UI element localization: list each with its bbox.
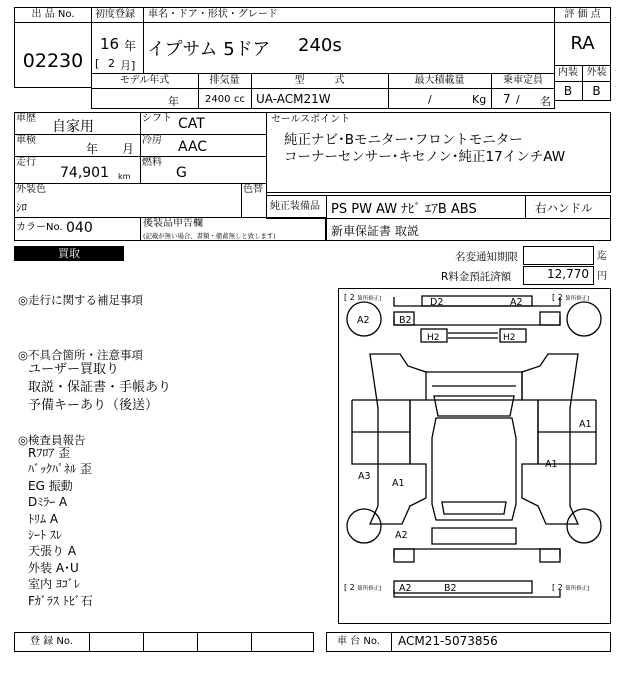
capacity-value: 7 bbox=[503, 92, 511, 106]
car-name: イプサム 5ドア bbox=[147, 39, 271, 60]
car-name-label: 車名・ドア・形状・グレード bbox=[148, 9, 278, 20]
mark-left-side-a3: A3 bbox=[358, 471, 371, 482]
notice-label: 名変通知期限 bbox=[455, 251, 518, 263]
chassis-number: ACM21-5073856 bbox=[398, 634, 498, 648]
inspector-item: 室内 ﾖｺﾞﾚ bbox=[28, 577, 80, 592]
color-no-label: カラーNo. bbox=[16, 222, 63, 233]
lot-label: 出 品 No. bbox=[31, 9, 75, 20]
fuel-value: G bbox=[176, 165, 187, 181]
score-value: RA bbox=[570, 33, 595, 54]
inspector-item: 天張り A bbox=[28, 544, 77, 559]
chassis-label: 車 台 No. bbox=[337, 636, 380, 647]
interior-score: B bbox=[563, 84, 573, 98]
mark-left-door-a1: A1 bbox=[392, 478, 405, 489]
tag-top-right: [ 2 箇所修正] bbox=[552, 293, 590, 302]
first-reg-month-close: 月] bbox=[120, 59, 136, 72]
first-reg-month: 2 bbox=[108, 57, 115, 70]
shift-value: CAT bbox=[178, 116, 205, 132]
defect-item: 取説・保証書・手帳あり bbox=[28, 380, 172, 395]
inspector-item: 外装 A･U bbox=[28, 560, 79, 575]
recycle-amount: 12,770 bbox=[547, 267, 589, 281]
tag-top-left: [ 2 箇所修正] bbox=[344, 293, 382, 302]
score-label: 評 価 点 bbox=[564, 9, 601, 20]
color-change-label: 色替 bbox=[243, 184, 263, 195]
tag-bottom-right: [ 2 箇所修正] bbox=[552, 583, 590, 592]
front-bumper bbox=[394, 296, 560, 306]
shift-label: シフト bbox=[142, 113, 172, 124]
inspection-month: 月 bbox=[122, 142, 135, 156]
mark-light-right: H2 bbox=[503, 333, 516, 343]
mark-rear-bumper-a2: A2 bbox=[399, 583, 412, 594]
load-unit: Kg bbox=[472, 93, 487, 106]
displacement-value: 2400 bbox=[205, 94, 231, 105]
defect-item: ユーザー買取り bbox=[28, 362, 120, 377]
model-year-unit: 年 bbox=[168, 95, 179, 108]
mark-light-left: H2 bbox=[427, 333, 440, 343]
mark-right-side-a1: A1 bbox=[579, 419, 592, 430]
registration-label: 登 録 No. bbox=[30, 636, 73, 647]
recycle-label: R料金預託済額 bbox=[441, 271, 512, 283]
inspector-item: ﾄﾘﾑ A bbox=[28, 511, 59, 526]
inspector-item: Rﾌﾛｱ 歪 bbox=[28, 446, 71, 460]
sales-point-line-2: コーナーセンサー･キセノン･純正17インチAW bbox=[284, 149, 566, 165]
ext-color-label: 外装色 bbox=[16, 184, 46, 195]
capacity-label: 乗車定員 bbox=[503, 75, 543, 86]
model-code: UA-ACM21W bbox=[256, 92, 331, 106]
inspector-item: EG 振動 bbox=[28, 478, 73, 493]
inspection-year: 年 bbox=[86, 142, 99, 156]
sales-point-line-1: 純正ナビ･Bモニター･フロントモニター bbox=[284, 132, 523, 148]
mark-front-bumper-a2: A2 bbox=[510, 297, 523, 308]
exterior-score: B bbox=[592, 84, 601, 98]
tire-front-right bbox=[567, 302, 601, 336]
mark-rear-left-a2: A2 bbox=[395, 530, 408, 541]
first-reg-year-unit: 年 bbox=[124, 39, 137, 53]
mark-grille-b2: B2 bbox=[399, 315, 412, 326]
ac-label: 冷房 bbox=[142, 135, 162, 146]
ac-value: AAC bbox=[178, 139, 208, 155]
capacity-slash: / bbox=[516, 93, 520, 106]
fuel-label: 燃料 bbox=[142, 157, 162, 168]
front-grille bbox=[394, 312, 560, 325]
inspector-item: Dﾐﾗｰ A bbox=[28, 495, 68, 510]
first-reg-year: 16 bbox=[100, 35, 120, 53]
defects-title: ◎不具合箇所・注意事項 bbox=[18, 348, 144, 362]
first-reg-month-open: [ bbox=[95, 57, 100, 70]
exterior-label: 外装 bbox=[586, 67, 607, 78]
ext-color-value: ｼﾛ bbox=[16, 201, 27, 214]
defect-item: 予備キーあり（後送） bbox=[28, 398, 159, 413]
tire-rear-right bbox=[567, 509, 601, 543]
equipment-items: PS PW AW ﾅﾋﾞ ｴｱB ABS bbox=[331, 202, 477, 217]
inspector-list bbox=[28, 445, 93, 609]
mark-front-bumper-d2: D2 bbox=[430, 297, 444, 308]
tag-bottom-left: [ 2 箇所修正] bbox=[344, 583, 382, 592]
mark-front-tire-a2: A2 bbox=[357, 315, 370, 326]
inspection-label: 車検 bbox=[16, 135, 36, 146]
tire-rear-left bbox=[347, 509, 381, 543]
sales-point-label: セールスポイント bbox=[271, 114, 351, 125]
notice-unit: 迄 bbox=[597, 251, 607, 262]
inspector-item: Fｶﾞﾗｽ ﾄﾋﾞ石 bbox=[28, 593, 93, 608]
warranty-items: 新車保証書 取説 bbox=[331, 224, 419, 238]
type-label: 型 式 bbox=[294, 75, 345, 86]
purchase-badge: 買取 bbox=[14, 246, 124, 261]
car-body bbox=[352, 354, 596, 544]
model-year-label: モデル年式 bbox=[119, 75, 170, 86]
capacity-unit: 名 bbox=[540, 95, 551, 108]
max-load-label: 最大積載量 bbox=[414, 75, 465, 86]
mileage-value: 74,901 bbox=[60, 165, 109, 181]
inspector-item: ﾊﾞｯｸﾊﾟﾈﾙ 歪 bbox=[28, 462, 92, 477]
car-diagram bbox=[338, 288, 611, 624]
interior-label: 内装 bbox=[558, 67, 578, 78]
handle-side: 右ハンドル bbox=[535, 201, 593, 215]
driving-notes-title: ◎走行に関する補足事項 bbox=[18, 293, 144, 307]
defects-list bbox=[28, 361, 171, 415]
recycle-unit: 円 bbox=[597, 271, 607, 282]
inspector-item: ｼｰﾄ ｽﾚ bbox=[28, 528, 62, 543]
retrofit-note: (記載が無い場合、書類・備蓄無しと致します) bbox=[143, 232, 276, 240]
history-value: 自家用 bbox=[52, 119, 94, 135]
displacement-unit: cc bbox=[234, 94, 245, 105]
notice-box bbox=[523, 246, 594, 265]
mark-right-door-a1: A1 bbox=[545, 459, 558, 470]
retrofit-label: 後装品申告欄 bbox=[143, 218, 203, 229]
car-grade: 240s bbox=[298, 35, 342, 56]
mileage-unit: km bbox=[118, 172, 131, 181]
equipment-label: 純正装備品 bbox=[270, 201, 320, 212]
rear-bumper bbox=[394, 549, 560, 597]
first-reg-label: 初度登録 bbox=[95, 9, 135, 20]
load-slash: / bbox=[428, 93, 432, 106]
lot-number: 02230 bbox=[22, 50, 84, 72]
color-no-value: 040 bbox=[66, 220, 93, 236]
inspector-title: ◎検査員報告 bbox=[18, 433, 86, 447]
history-label: 車歴 bbox=[16, 113, 36, 124]
displacement-label: 排気量 bbox=[209, 75, 240, 86]
mileage-label: 走行 bbox=[16, 157, 36, 168]
mark-rear-bumper-b2: B2 bbox=[444, 583, 457, 594]
